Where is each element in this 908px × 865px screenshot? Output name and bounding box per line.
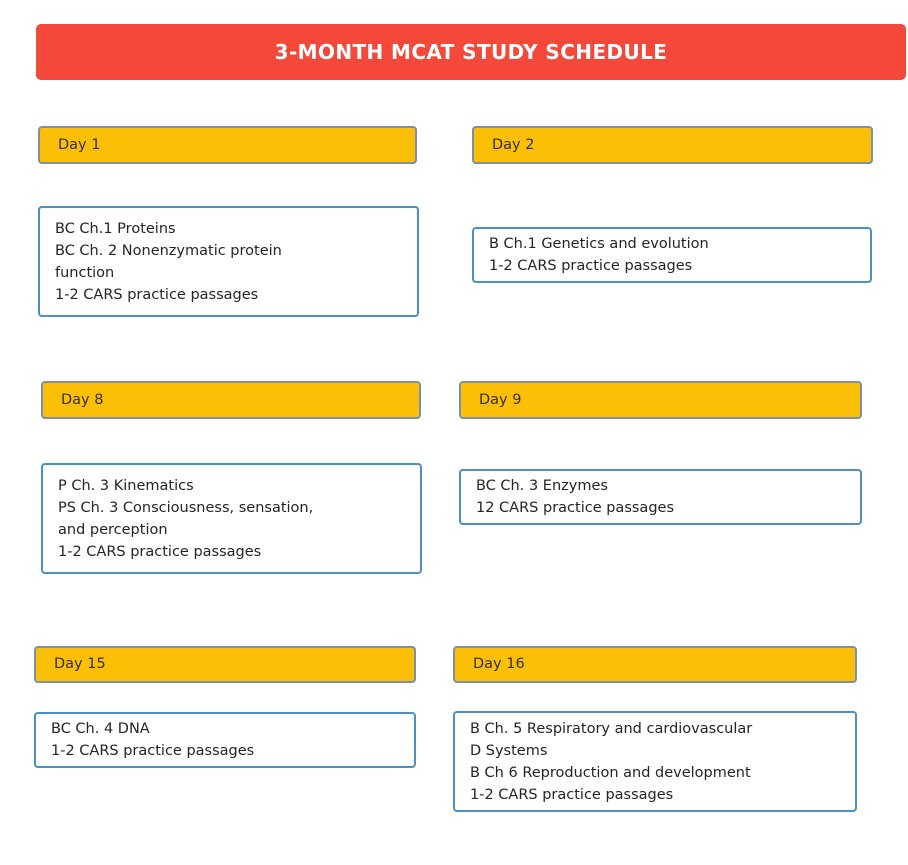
task-line: P Ch. 3 Kinematics [58,477,194,494]
task-line: BC Ch.1 Proteins [55,220,176,237]
day-label: Day 8 [61,391,104,408]
day-header-day-9[interactable] [459,381,862,419]
day-tasks-day-15[interactable] [34,712,416,768]
task-line: PS Ch. 3 Consciousness, sensation, [58,499,314,516]
task-line: B Ch. 5 Respiratory and cardiovascular [470,720,753,737]
day-label: Day 15 [54,656,106,673]
task-line: 1-2 CARS practice passages [58,543,262,560]
task-line: 1-2 CARS practice passages [55,286,259,303]
task-line: B Ch 6 Reproduction and development [470,764,751,781]
day-header-day-15[interactable] [34,646,416,683]
day-header-day-16[interactable] [453,646,857,683]
schedule-banner [36,24,906,80]
day-tasks-day-8[interactable] [41,463,422,574]
task-line: function [55,264,115,281]
day-tasks-day-2[interactable] [472,227,872,283]
day-header-day-2[interactable] [472,126,873,164]
day-label: Day 16 [473,656,525,673]
task-line: 1-2 CARS practice passages [51,743,255,759]
day-tasks-day-16[interactable] [453,711,857,812]
day-header-day-8[interactable] [41,381,421,419]
day-tasks-day-9[interactable] [459,469,862,525]
page-title: 3-MONTH MCAT STUDY SCHEDULE [274,40,668,64]
task-line: 1-2 CARS practice passages [470,786,674,803]
task-line: 1-2 CARS practice passages [489,258,693,274]
day-label: Day 2 [492,136,535,153]
task-line: B Ch.1 Genetics and evolution [489,236,709,252]
task-line: D Systems [470,742,548,759]
day-label: Day 9 [479,391,522,408]
task-line: BC Ch. 2 Nonenzymatic protein [55,242,282,259]
task-line: BC Ch. 4 DNA [51,721,150,737]
task-line: and perception [58,521,168,538]
day-label: Day 1 [58,136,101,153]
day-tasks-day-1[interactable] [38,206,419,317]
task-line: BC Ch. 3 Enzymes [476,478,608,494]
task-line: 12 CARS practice passages [476,500,674,516]
day-header-day-1[interactable] [38,126,417,164]
